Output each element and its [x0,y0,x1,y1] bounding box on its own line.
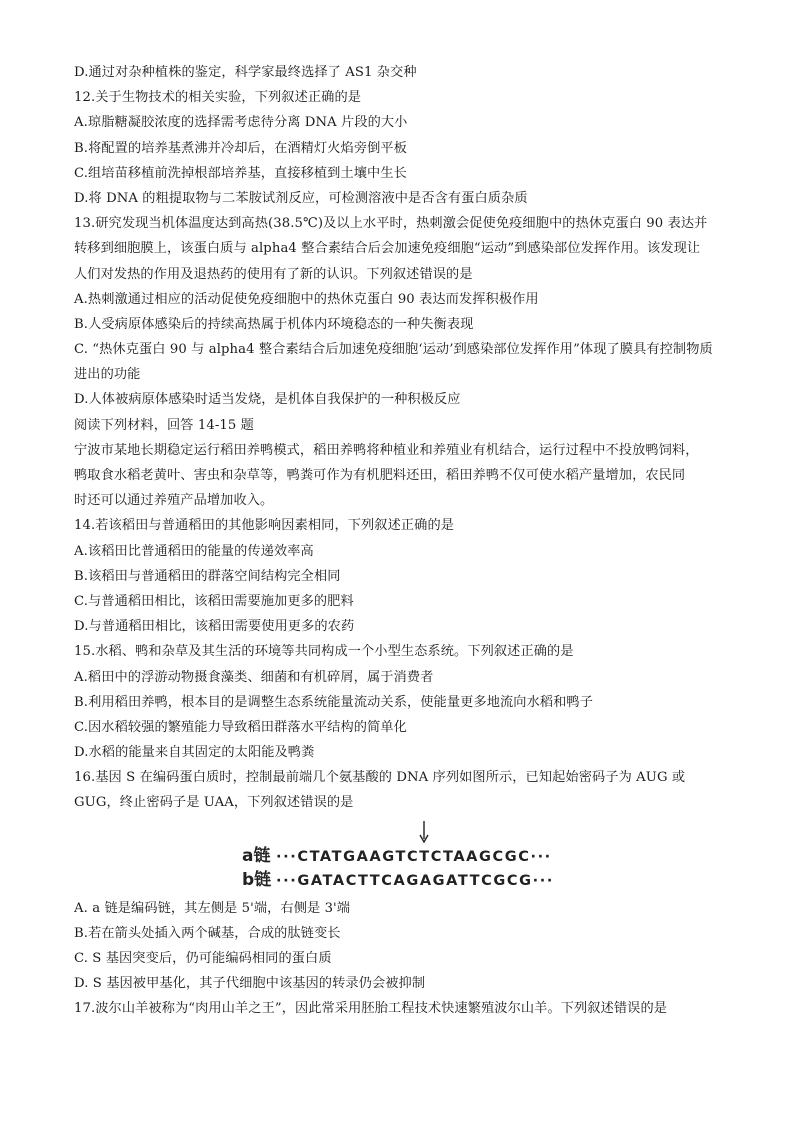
strand-b-sequence: ···GATACTTCAGAGATTCGCG··· [276,872,554,889]
text-line: 15.水稻、鸭和杂草及其生活的环境等共同构成一个小型生态系统。下列叙述正确的是 [74,644,574,660]
text-line: B.将配置的培养基煮沸并冷却后，在酒精灯火焰旁倒平板 [74,140,407,156]
text-line: D. S 基因被甲基化，其子代细胞中该基因的转录仍会被抑制 [74,976,426,992]
dna-strand-a [242,844,552,868]
text-line: C.因水稻较强的繁殖能力导致稻田群落水平结构的简单化 [74,719,407,735]
text-line: GUG，终止密码子是 UAA，下列叙述错误的是 [74,795,354,811]
text-line: D.将 DNA 的粗提取物与二苯胺试剂反应，可检测溶液中是否含有蛋白质杂质 [74,190,528,206]
text-line: A.琼脂糖凝胶浓度的选择需考虑待分离 DNA 片段的大小 [74,115,408,131]
text-line: 12.关于生物技术的相关实验，下列叙述正确的是 [74,90,362,106]
text-line: 13.研究发现当机体温度达到高热(38.5℃)及以上水平时，热刺激会促使免疫细胞中的热休克蛋白 90 表达并 [74,216,708,232]
strand-a-sequence: ···CTATGAAGTCTCTAAGCGC··· [276,848,552,865]
dna-strand-b [242,868,554,892]
text-line: C.与普通稻田相比，该稻田需要施加更多的肥料 [74,593,354,609]
text-line: A.热刺激通过相应的活动促使免疫细胞中的热休克蛋白 90 表达而发挥积极作用 [74,291,539,307]
text-line: A.该稻田比普通稻田的能量的传递效率高 [74,543,314,559]
arrow-down-icon [417,820,431,846]
text-line: A. a 链是编码链，其左侧是 5'端，右侧是 3'端 [74,900,351,916]
text-line: D.人体被病原体感染时适当发烧，是机体自我保护的一种积极反应 [74,392,461,408]
strand-a-label: a链 [242,845,271,866]
text-line: D.通过对杂种植株的鉴定，科学家最终选择了 AS1 杂交种 [74,65,417,80]
text-line: A.稻田中的浮游动物摄食藻类、细菌和有机碎屑，属于消费者 [74,669,434,685]
text-line: 转移到细胞膜上，该蛋白质与 alpha4 整合素结合后会加速免疫细胞“运动”到感染部位发挥作用。该发现让 [74,241,701,257]
text-line: C. S 基因突变后，仍可能编码相同的蛋白质 [74,951,332,966]
text-line: C. “热休克蛋白 90 与 alpha4 整合素结合后加速免疫细胞‘运动’到感染部位发挥作用”体现了膜具有控制物质 [74,342,713,358]
text-block-bottom [74,896,734,1022]
text-line: B.人受病原体感染后的持续高热属于机体内环境稳态的一种失衡表现 [74,316,474,332]
text-line: 鸭取食水稻老黄叶、害虫和杂草等，鸭粪可作为有机肥料还田，稻田养鸭不仅可使水稻产量增加，农民同 [74,468,686,483]
text-line: 进出的功能 [74,367,141,383]
text-line: B.若在箭头处插入两个碱基，合成的肽链变长 [74,925,341,941]
text-line: C.组培苗移植前洗掉根部培养基，直接移植到土壤中生长 [74,165,407,181]
text-line: 人们对发热的作用及退热药的使用有了新的认识。下列叙述错误的是 [74,266,473,282]
text-block-top [74,60,734,816]
text-line: 16.基因 S 在编码蛋白质时，控制最前端几个氨基酸的 DNA 序列如图所示，已知起始密码子为 AUG 或 [74,770,686,786]
text-line: 17.波尔山羊被称为“肉用山羊之王”，因此常采用胚胎工程技术快速繁殖波尔山羊。下列叙述错误的是 [74,1001,668,1017]
document-page [74,60,734,1022]
text-line: D.水稻的能量来自其固定的太阳能及鸭粪 [74,745,315,761]
text-line: 宁波市某地长期稳定运行稻田养鸭模式，稻田养鸭将种植业和养殖业有机结合，运行过程中不投放鸭饲料， [74,442,699,458]
text-line: 时还可以通过养殖产品增加收入。 [74,493,274,509]
text-line: D.与普通稻田相比，该稻田需要使用更多的农药 [74,619,355,635]
text-line: 阅读下列材料，回答 14-15 题 [74,417,254,433]
text-line: B.该稻田与普通稻田的群落空间结构完全相同 [74,568,341,584]
text-line: 14.若该稻田与普通稻田的其他影响因素相同，下列叙述正确的是 [74,518,455,534]
strand-b-label: b链 [242,869,272,890]
dna-sequence-figure [74,820,734,896]
text-line: B.利用稻田养鸭，根本目的是调整生态系统能量流动关系，使能量更多地流向水稻和鸭子 [74,694,594,710]
